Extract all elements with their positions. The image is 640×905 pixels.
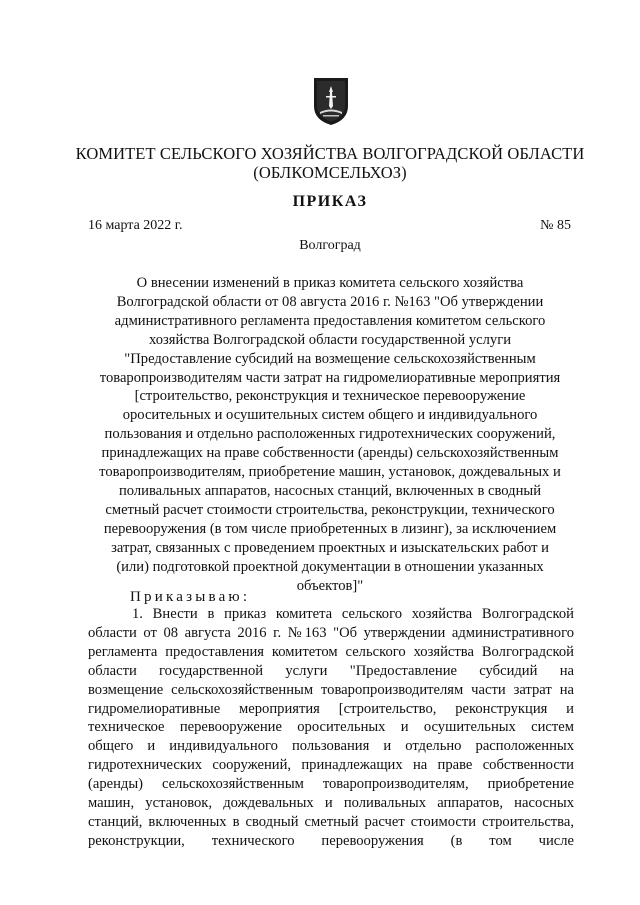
body-line: области от 08 августа 2016 г. №163 "Об утверждении административного bbox=[88, 624, 574, 641]
body-line: техническое перевооружение оросительных и осушительных систем bbox=[88, 719, 574, 736]
body-line: общего и индивидуального пользования и отдельно расположенных bbox=[88, 738, 574, 755]
subject-line: Волгоградской области от 08 августа 2016 г. №163 "Об утверждении bbox=[116, 293, 544, 310]
document-number: № 85 bbox=[540, 218, 571, 233]
body-line: возмещение сельскохозяйственным товаропроизводителям части затрат на bbox=[88, 681, 574, 698]
body-line: реконструкции, технического перевооружения (в том числе bbox=[88, 832, 574, 849]
subject-line: пользования и отдельно расположенных гидротехнических сооружений, bbox=[104, 426, 556, 443]
subject-line: [строительство, реконструкция и техническое перевооружение bbox=[134, 388, 526, 405]
subject-line: сметный расчет стоимости строительства, реконструкции, технического bbox=[105, 501, 555, 518]
coat-of-arms-icon bbox=[312, 76, 350, 126]
body-line: станций, включенных в сводный сметный расчет стоимости строительства, bbox=[88, 813, 574, 830]
subject-line: принадлежащих на праве собственности (аренды) сельскохозяйственным bbox=[101, 445, 559, 462]
document-city: Волгоград bbox=[299, 238, 361, 253]
body-line: машин, установок, дождевальных и поливальных аппаратов, насосных bbox=[88, 795, 574, 812]
document-subject bbox=[70, 274, 590, 595]
body-line: 1. Внести в приказ комитета сельского хозяйства Волгоградской bbox=[132, 606, 574, 622]
subject-line: О внесении изменений в приказ комитета сельского хозяйства bbox=[136, 275, 524, 291]
committee-name bbox=[40, 144, 620, 182]
subject-line: административного регламента предоставления комитетом сельского bbox=[114, 312, 546, 329]
body-line: гидротехнических сооружений, принадлежащих на праве собственности bbox=[88, 757, 574, 774]
order-body bbox=[88, 605, 574, 851]
body-line: гидромелиоративные мероприятия [строительство, реконструкция и bbox=[88, 700, 574, 717]
subject-line: перевооружения (в том числе приобретенных в лизинг), за исключением bbox=[103, 520, 557, 537]
committee-name-line2: (ОБЛКОМСЕЛЬХОЗ) bbox=[253, 163, 407, 182]
body-line: регламента предоставления комитетом сельского хозяйства Волгоградской bbox=[88, 643, 574, 660]
subject-line: "Предоставление субсидий на возмещение сельскохозяйственным bbox=[124, 350, 536, 367]
subject-line: поливальных аппаратов, насосных станций, включенных в сводный bbox=[118, 482, 542, 499]
subject-line: хозяйства Волгоградской области государственной услуги bbox=[148, 331, 512, 348]
subject-line: товаропроизводителям части затрат на гидромелиоративные мероприятия bbox=[99, 369, 561, 386]
document-date: 16 марта 2022 г. bbox=[88, 218, 183, 233]
subject-line: объектов]" bbox=[296, 577, 364, 594]
committee-name-line1: КОМИТЕТ СЕЛЬСКОГО ХОЗЯЙСТВА ВОЛГОГРАДСКОЙ ОБЛАСТИ bbox=[75, 144, 585, 163]
subject-line: товаропроизводителям, приобретение машин, установок, дождевальных и bbox=[99, 464, 561, 481]
subject-line: (или) подготовкой проектной документации в отношении указанных bbox=[116, 558, 544, 575]
body-line: области государственной услуги "Предоставление субсидий на bbox=[88, 662, 574, 679]
subject-line: оросительных и осушительных систем общего и индивидуального bbox=[122, 407, 538, 424]
order-label: Приказываю: bbox=[130, 589, 251, 605]
body-line: (аренды) сельскохозяйственным товаропроизводителям, приобретение bbox=[88, 776, 574, 793]
subject-line: затрат, связанных с проведением проектных и изыскательских работ и bbox=[111, 539, 549, 556]
document-type-title: ПРИКАЗ bbox=[292, 193, 368, 210]
